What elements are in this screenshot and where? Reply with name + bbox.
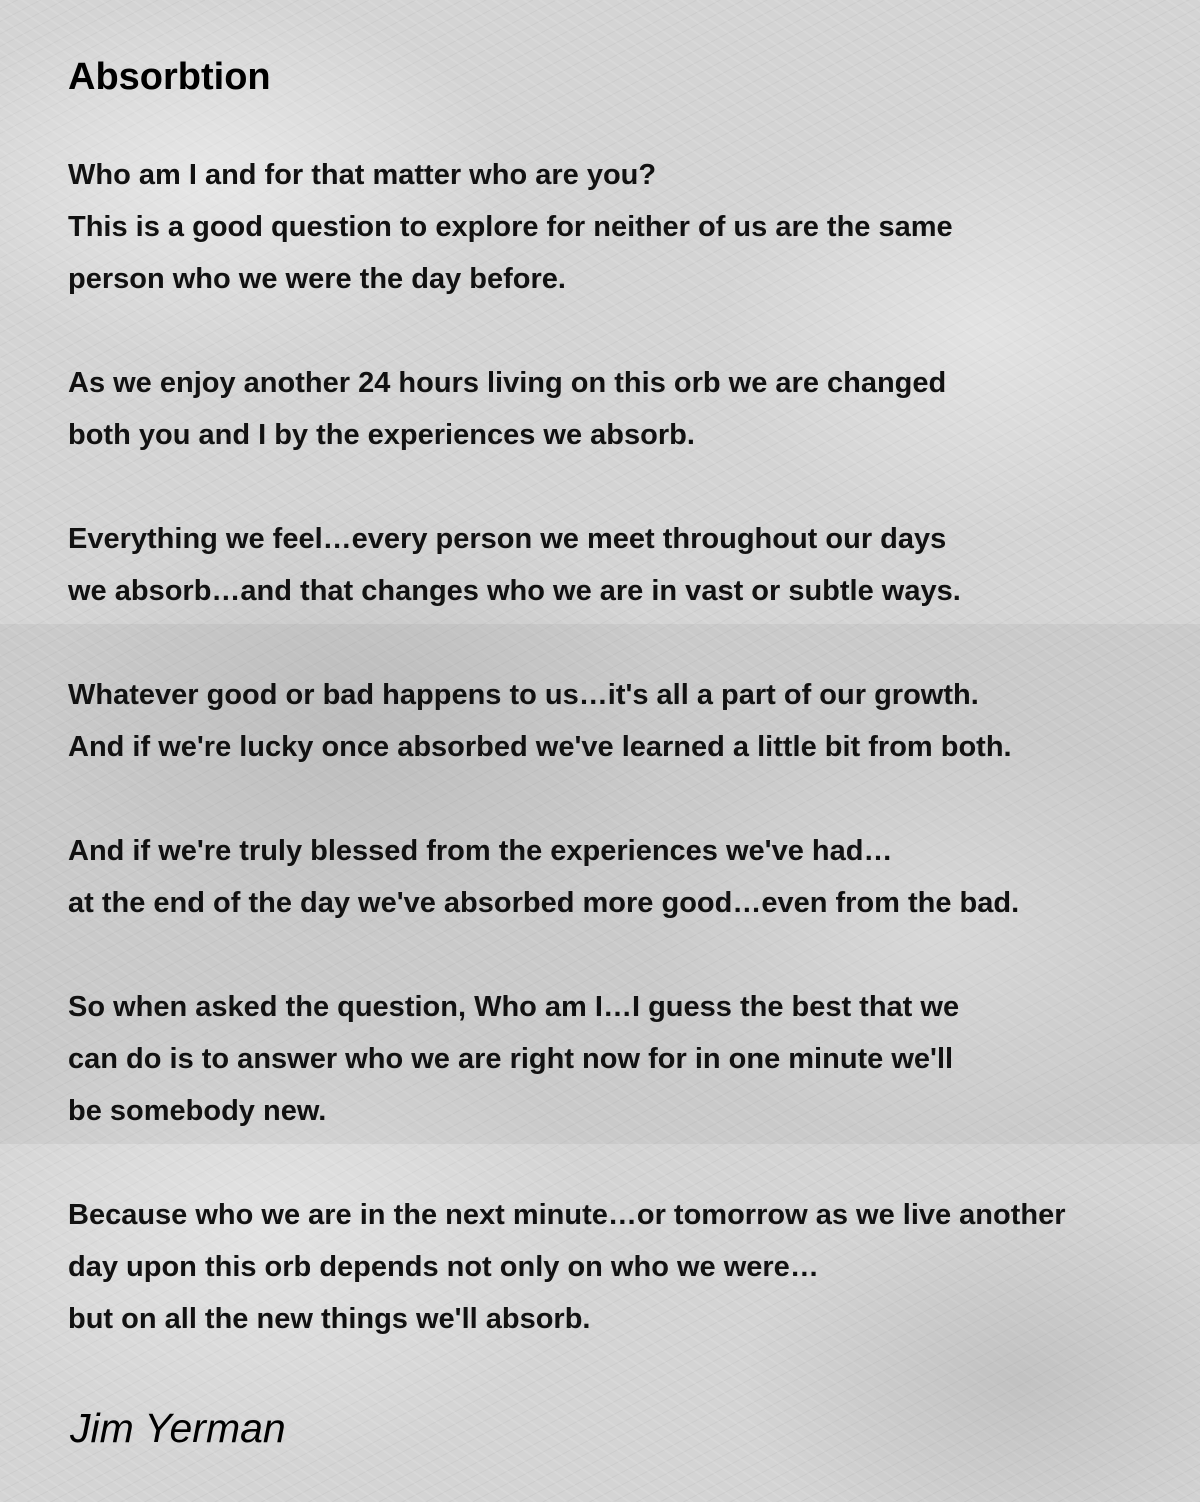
stanza xyxy=(68,981,1193,1137)
poem-line: at the end of the day we've absorbed more good…even from the bad. xyxy=(68,887,1020,919)
poem-line: be somebody new. xyxy=(68,1095,327,1127)
poem-line: Whatever good or bad happens to us…it's all a part of our growth. xyxy=(68,679,979,711)
stanza xyxy=(68,1189,1193,1345)
poem-line: Everything we feel…every person we meet throughout our days xyxy=(68,523,947,555)
poem-line: both you and I by the experiences we absorb. xyxy=(68,419,695,451)
stanza xyxy=(68,149,1193,305)
poem-line: This is a good question to explore for neither of us are the same xyxy=(68,211,953,243)
stanza xyxy=(68,357,1193,461)
poem-line: So when asked the question, Who am I…I guess the best that we xyxy=(68,991,960,1023)
poem-title: Absorbtion xyxy=(68,56,271,98)
stanza xyxy=(68,825,1193,929)
stanza xyxy=(68,513,1193,617)
poem-body xyxy=(68,149,1193,1397)
poem-line: Because who we are in the next minute…or tomorrow as we live another xyxy=(68,1199,1066,1231)
poem-line: And if we're lucky once absorbed we've learned a little bit from both. xyxy=(68,731,1012,763)
stanza xyxy=(68,669,1193,773)
poem-line: day upon this orb depends not only on who we were… xyxy=(68,1251,819,1283)
poem-line: And if we're truly blessed from the experiences we've had… xyxy=(68,835,893,867)
poem-line: we absorb…and that changes who we are in vast or subtle ways. xyxy=(68,575,961,607)
poem-line: but on all the new things we'll absorb. xyxy=(68,1303,591,1335)
poem-line: Who am I and for that matter who are you? xyxy=(68,159,657,191)
author-name: Jim Yerman xyxy=(70,1405,286,1451)
poem-line: person who we were the day before. xyxy=(68,263,566,295)
poem-line: As we enjoy another 24 hours living on this orb we are changed xyxy=(68,367,947,399)
poem-line: can do is to answer who we are right now for in one minute we'll xyxy=(68,1043,954,1075)
